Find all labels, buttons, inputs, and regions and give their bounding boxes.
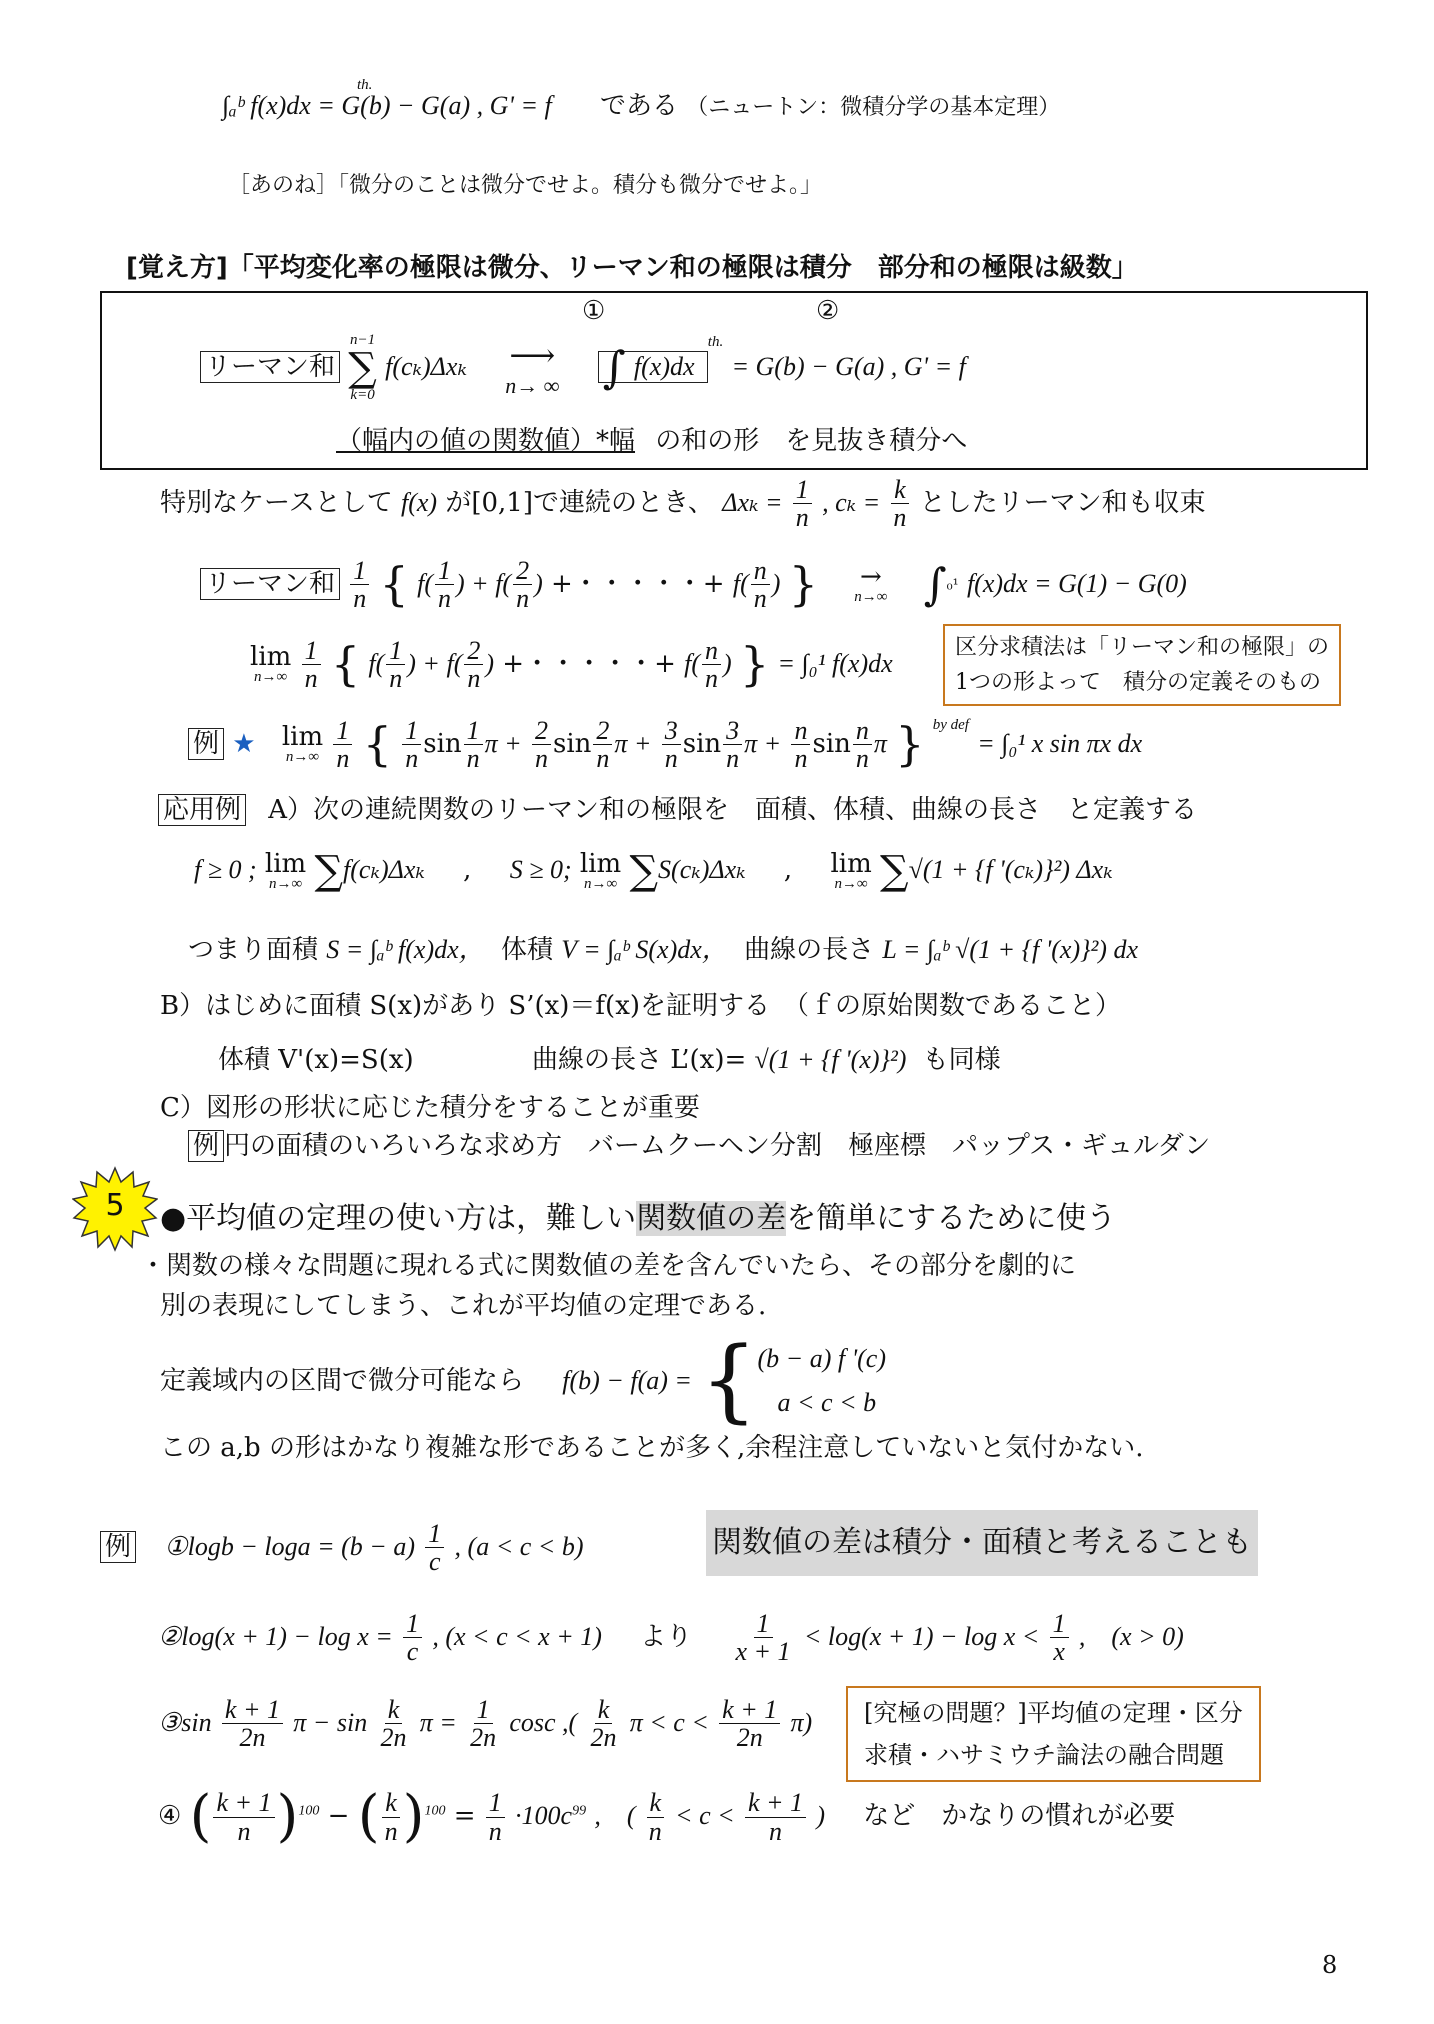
section-5-title: ●平均値の定理の使い方は，難しい関数値の差を簡単にするために使う bbox=[160, 1201, 1117, 1236]
ftc-paren: （ニュートン：微積分学の基本定理） bbox=[686, 95, 1061, 120]
sum-body: f(cₖ)Δxₖ bbox=[385, 352, 467, 381]
integral-icon: ∫ bbox=[602, 342, 626, 394]
example-4: ④ ( $\frac{k + 1}{n}$ )$^{100}$ − ( $\frac{k}{n}$ )$^{100}$ = $\frac{1}{n}$ $\cdot 100c^{99}$ , ( $\frac{k}{n}$ < c < $\frac{k + 1}{n}$ ) など かなりの慣れが必要 bbox=[158, 1784, 1176, 1849]
right-arrow-icon: ⟶ bbox=[509, 336, 556, 375]
circle-1: ① bbox=[582, 296, 606, 326]
note-ultimate: [究極の問題？]平均値の定理・区分 求積・ハサミウチ論法の融合問題 bbox=[846, 1686, 1261, 1782]
ftc-text: である bbox=[600, 91, 679, 121]
applied-b2: 体積 V'(x)=S(x) 曲線の長さ L’(x)= √(1 + {f '(x)}²) も同様 bbox=[218, 1045, 1001, 1075]
frac-1-n: $\frac{1}{n}$ bbox=[793, 476, 812, 532]
tsumari-line: つまり面積 S = ∫ₐᵇ f(x)dx， 体積 V = ∫ₐᵇ S(x)dx， 曲線の長さ L = ∫ₐᵇ √(1 + {f '(x)}²) dx bbox=[188, 935, 1139, 965]
section-5-p3: この a,b の形はかなり複雑な形であることが多く,余程注意していないと気付かない. bbox=[160, 1433, 1144, 1463]
star-icon: ★ bbox=[232, 728, 256, 759]
ftc-formula: ∫ₐᵇ f(x)dx = G(b) − G(a) , G' = f bbox=[222, 91, 552, 120]
box-bottom-a: （幅内の値の関数値）*幅 bbox=[336, 426, 636, 456]
heading-mnemonic: [覚え方]「平均変化率の極限は微分、リーマン和の極限は積分 部分和の極限は級数」 bbox=[126, 253, 1138, 283]
special-case bbox=[160, 476, 1206, 532]
section-5-badge bbox=[72, 1166, 158, 1252]
special-b: が[0,1]で連続のとき、 bbox=[445, 487, 714, 518]
section-5-p1: ・関数の様々な問題に現れる式に関数値の差を含んでいたら、その部分を劇的に bbox=[140, 1251, 1077, 1281]
riemann-label: リーマン和 bbox=[200, 351, 340, 383]
section-5-p2: 別の表現にしてしまう、これが平均値の定理である. bbox=[160, 1291, 767, 1321]
mvt-definition: 定義域内の区間で微分可能なら f(b) − f(a) = { (b − a) f '(c) a < c < b bbox=[160, 1328, 886, 1433]
frac-k-n: $\frac{k}{n}$ bbox=[890, 476, 909, 532]
lim-sub: n→∞ bbox=[254, 669, 288, 686]
applied-c: C）図形の形状に応じた積分をすることが重要 bbox=[160, 1093, 700, 1123]
example-3: ③sin $\frac{k + 1}{2n}$ π − sin $\frac{k}{2n}$ π = $\frac{1}{2n}$ cosc ,( $\frac{k}{2n}$ π < c < $\frac{k + 1}{2n}$ π) bbox=[158, 1695, 813, 1753]
arrow-label: n→ ∞ bbox=[505, 372, 560, 398]
applied-label: 応用例 bbox=[158, 794, 246, 826]
limit-line: lim n→∞ $\frac{1}{n}$ { f( $\frac{1}{n}$ ) + f( $\frac{2}{n}$ ) +・・・・・+ f( $\frac{n}{n}$ ) } = ∫₀¹ f(x)dx bbox=[250, 635, 893, 694]
box-th: th. bbox=[707, 334, 724, 350]
gray-box: 関数値の差は積分・面積と考えることも bbox=[706, 1510, 1258, 1576]
riemann-row bbox=[200, 333, 966, 403]
example-2: ②log(x + 1) − log x = $\frac{1}{c}$ , (x < c < x + 1) より $\frac{1}{x + 1}$ < log(x + 1) − log x < $\frac{1}{x}$ , (x > 0) bbox=[158, 1609, 1184, 1667]
anone-line: ［あのね］「微分のことは微分でせよ。積分も微分でせよ。」 bbox=[228, 173, 823, 198]
by-def: by def bbox=[932, 717, 969, 733]
box-bottom-b: の和の形 を見抜き積分へ bbox=[655, 426, 968, 456]
example-star: 例 ★ lim n→∞ $\frac{1}{n}$ { $\frac{1}{n}$ sin $\frac{1}{n}$ π + $\frac{2}{n}$ sin $\frac{2}{n}$ π + $\frac{3}{n}$ sin $\frac{3}{n}$ π + $\frac{n}{n}$ sin $\frac{n}{n}$ π } $^{by def}$ = ∫₀¹ x sin πx dx bbox=[188, 716, 1142, 774]
arrow-sub: n→∞ bbox=[854, 589, 888, 606]
box-bottom bbox=[336, 425, 967, 458]
int-result: = G(b) − G(a) , G' = f bbox=[731, 352, 966, 381]
ftc-line bbox=[222, 77, 1061, 123]
dots: +・・・・・+ bbox=[551, 568, 725, 599]
circle-2: ② bbox=[816, 296, 840, 326]
limit-result: = ∫₀¹ f(x)dx bbox=[777, 648, 893, 678]
badge-number: 5 bbox=[105, 1188, 125, 1223]
applied-a-text: A）次の連続関数のリーマン和の極限を 面積、体積、曲線の長さ と定義する bbox=[268, 795, 1198, 825]
applied-a bbox=[158, 794, 1197, 827]
special-c: としたリーマン和も収束 bbox=[919, 487, 1206, 518]
sum-top: n−1 bbox=[350, 332, 376, 348]
sigma-icon: ∑ bbox=[348, 345, 377, 391]
riemann2-result: f(x)dx = G(1) − G(0) bbox=[966, 568, 1187, 598]
special-fx: f(x) bbox=[400, 487, 438, 517]
applied-c-example: 例 円の面積のいろいろな求め方 バームクーヘン分割 極座標 パップス・ギュルダン bbox=[188, 1130, 1210, 1163]
special-ck: , cₖ = bbox=[822, 487, 881, 517]
applied-b: B）はじめに面積 S(x)があり S’(x)＝f(x)を証明する （ｆの原始関数であること） bbox=[160, 991, 1121, 1021]
riemann-label-2: リーマン和 bbox=[200, 568, 340, 600]
riemann-unit: リーマン和 $\frac{1}{n}$ { f( $\frac{1}{n}$ ) + f( $\frac{2}{n}$ ) +・・・・・+ f( $\frac{n}{n}$ ) } → n→∞ ∫₀¹ f(x)dx = G(1) − G(0) bbox=[200, 556, 1187, 614]
int-body: f(x)dx bbox=[633, 352, 695, 381]
applied-limits: f ≥ 0 ; lim n→∞ ∑f(cₖ)Δxₖ , S ≥ 0; lim n→∞ ∑S(cₖ)Δxₖ , lim n→∞ ∑√(1 + {f '(cₖ)}²) Δxₖ bbox=[194, 848, 1113, 894]
arrow-icon: → bbox=[859, 562, 882, 593]
special-dx: Δxₖ = bbox=[722, 487, 783, 517]
example-1: 例 ①logb − loga = (b − a) $\frac{1}{c}$ , (a < c < b) bbox=[100, 1520, 583, 1576]
lim: lim bbox=[250, 642, 292, 673]
note-kubun: 区分求積法は「リーマン和の極限」の 1つの形よって 積分の定義そのもの bbox=[943, 624, 1341, 706]
special-a: 特別なケースとして bbox=[160, 487, 393, 518]
page-number: 8 bbox=[1322, 1951, 1338, 1979]
riemann-box bbox=[100, 291, 1368, 470]
sum-bottom: k=0 bbox=[350, 387, 375, 403]
example-label: 例 bbox=[188, 728, 224, 760]
example-star-result: = ∫₀¹ x sin πx dx bbox=[977, 728, 1143, 758]
th-label: th. bbox=[357, 77, 373, 93]
